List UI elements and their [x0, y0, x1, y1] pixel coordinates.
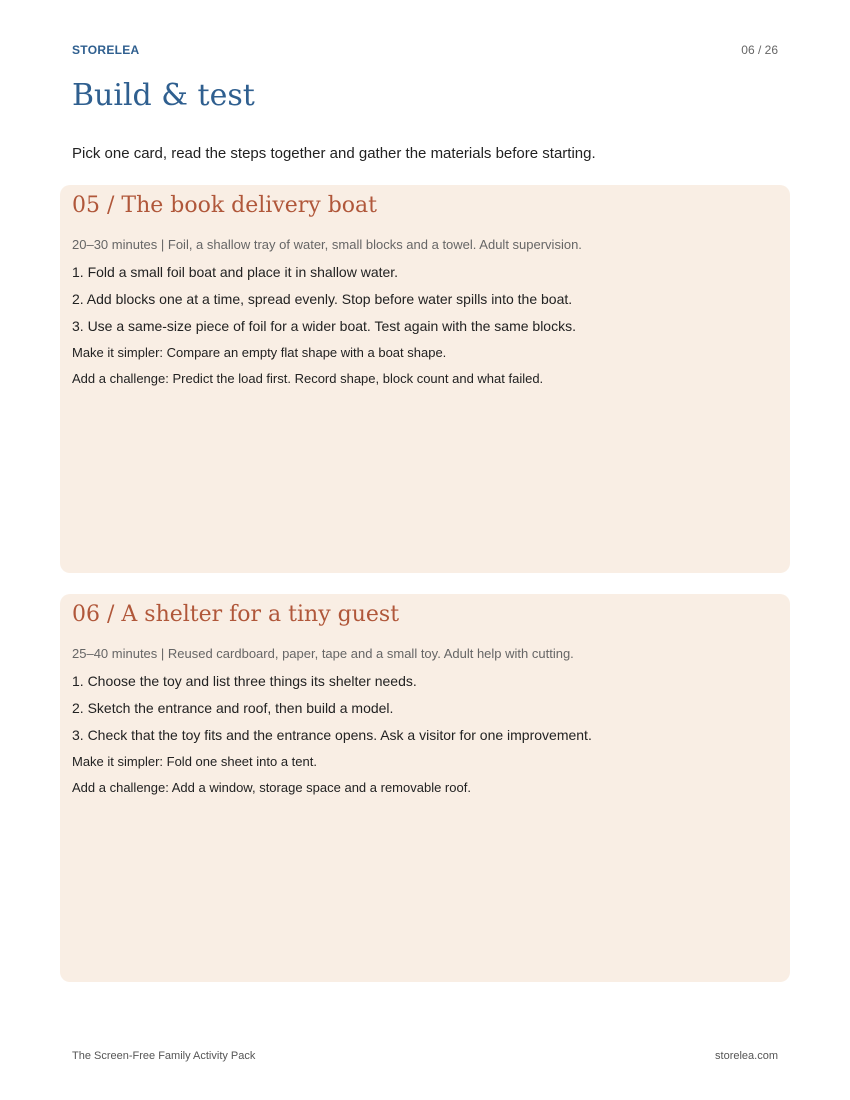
step-item: 1. Choose the toy and list three things its shelter needs. — [72, 673, 417, 689]
card-title: 05 / The book delivery boat — [72, 193, 377, 218]
page-title: Build & test — [72, 78, 255, 113]
card-meta: 25–40 minutes | Reused cardboard, paper, tape and a small toy. Adult help with cutting. — [72, 646, 574, 661]
step-item: 2. Add blocks one at a time, spread evenly. Stop before water spills into the boat. — [72, 291, 573, 307]
intro-text: Pick one card, read the steps together and gather the materials before starting. — [72, 145, 596, 162]
card-meta: 20–30 minutes | Foil, a shallow tray of water, small blocks and a towel. Adult supervision. — [72, 237, 582, 252]
steps-list — [72, 673, 778, 744]
footer-pack-title: The Screen-Free Family Activity Pack — [72, 1050, 256, 1062]
footer-website: storelea.com — [715, 1050, 778, 1062]
step-item: 3. Check that the toy fits and the entrance opens. Ask a visitor for one improvement. — [72, 727, 592, 743]
card-title: 06 / A shelter for a tiny guest — [72, 602, 400, 627]
step-item: 3. Use a same-size piece of foil for a wider boat. Test again with the same blocks. — [72, 318, 576, 334]
activity-card-06 — [60, 594, 790, 982]
challenge-tip: Add a challenge: Add a window, storage space and a removable roof. — [72, 780, 471, 795]
page-number: 06 / 26 — [741, 43, 778, 57]
simpler-tip: Make it simpler: Compare an empty flat shape with a boat shape. — [72, 345, 447, 360]
simpler-tip: Make it simpler: Fold one sheet into a tent. — [72, 754, 317, 769]
step-item: 2. Sketch the entrance and roof, then build a model. — [72, 700, 394, 716]
step-item: 1. Fold a small foil boat and place it in shallow water. — [72, 264, 399, 280]
steps-list — [72, 264, 778, 335]
challenge-tip: Add a challenge: Predict the load first. Record shape, block count and what failed. — [72, 371, 544, 386]
brand-name: STORELEA — [72, 43, 140, 57]
activity-card-05 — [60, 185, 790, 573]
